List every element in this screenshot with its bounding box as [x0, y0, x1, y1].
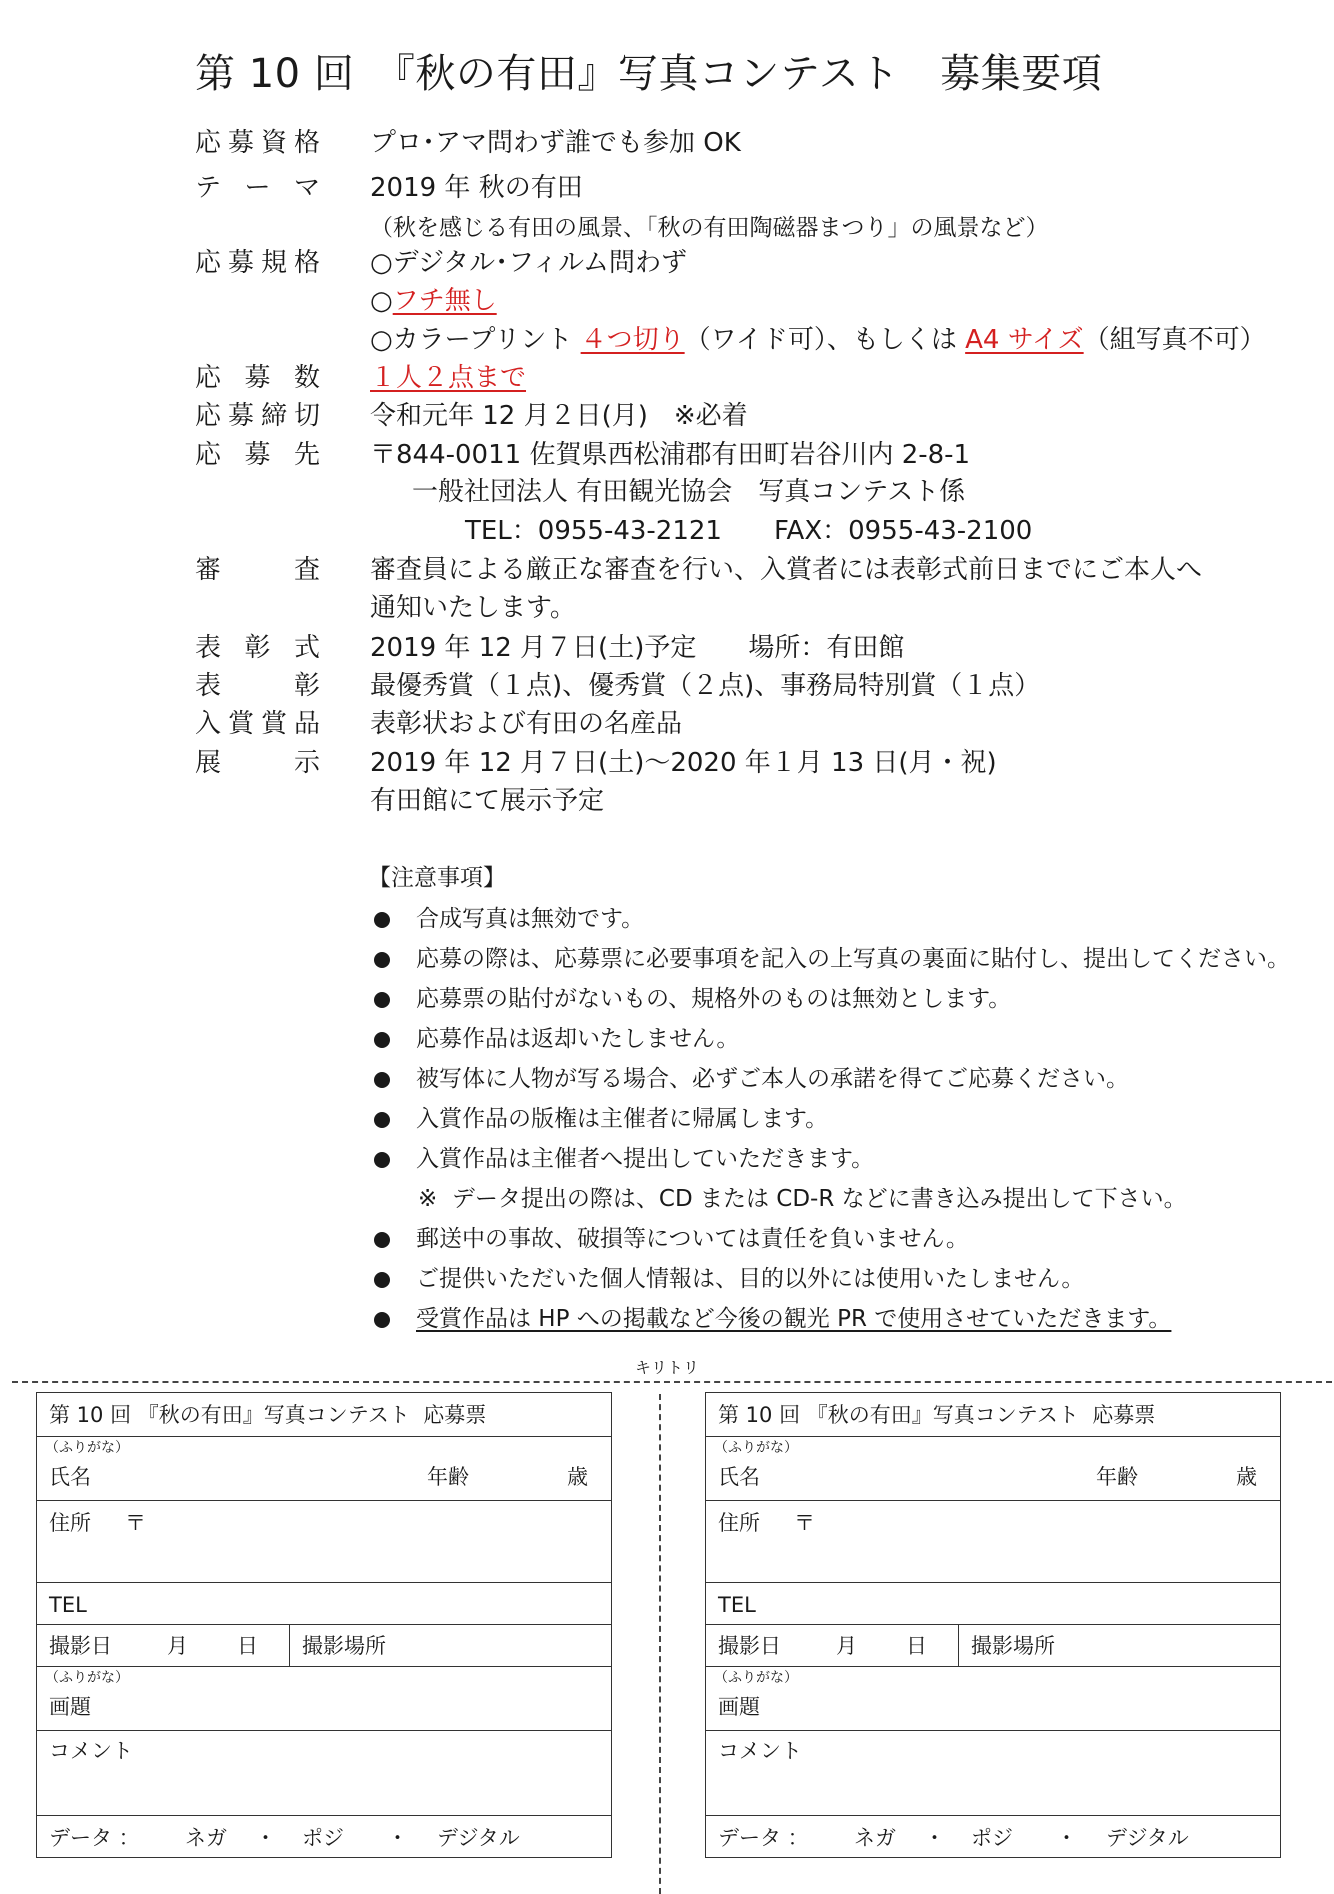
shoot-place-label: 撮影場所: [971, 1634, 1055, 1658]
cut-line-horizontal: [12, 1381, 1332, 1383]
form-title-row: [706, 1393, 1280, 1437]
spec-size-yotsugiri: ４つ切り: [580, 325, 685, 355]
spec-circle: ○: [370, 286, 393, 316]
item-value: プロ･アマ問わず誰でも参加 OK: [370, 128, 741, 158]
spec-note-text: （組写真不可）: [1083, 325, 1266, 355]
bullet-icon: [374, 1312, 390, 1328]
dot-sep: ・: [924, 1826, 945, 1850]
bullet-icon: [374, 1032, 390, 1048]
theme-subtext: （秋を感じる有田の風景、「秋の有田陶磁器まつり」の風景など）: [370, 215, 1049, 241]
form-name-row: [37, 1437, 611, 1501]
comment-label: コメント: [49, 1739, 133, 1763]
spec-line-1: ○デジタル･フィルム問わず: [370, 248, 688, 278]
spec-size-a4: A4 サイズ: [965, 325, 1084, 355]
notes-heading: 【注意事項】: [368, 865, 506, 891]
bullet-icon: [374, 1152, 390, 1168]
form-title: 第 10 回 『秋の有田』写真コンテスト 応募票: [49, 1403, 487, 1427]
address-label: 住所: [49, 1511, 91, 1535]
address-label: 住所: [718, 1511, 760, 1535]
item-label: 展示: [195, 748, 320, 778]
postal-mark: 〒: [794, 1511, 815, 1535]
dot-sep: ・: [1056, 1826, 1077, 1850]
posi-option: ポジ: [971, 1826, 1013, 1850]
item-label: 応募数: [195, 363, 320, 393]
work-title-furigana: （ふりがな）: [45, 1670, 129, 1686]
form-address-row: [37, 1501, 611, 1583]
month-label: 月: [167, 1634, 188, 1658]
form-tel-row: [37, 1583, 611, 1625]
address-line-2: 一般社団法人 有田観光協会 写真コンテスト係: [412, 477, 966, 507]
nega-option: ネガ: [185, 1826, 227, 1850]
spec-borderless: フチ無し: [392, 286, 497, 316]
address-line-3: TEL：0955-43-2121 FAX：0955-43-2100: [465, 516, 1033, 546]
spec-line-2: [370, 283, 497, 319]
tel-label: TEL: [49, 1593, 87, 1617]
item-label: 応募締切: [195, 401, 320, 431]
name-furigana: （ふりがな）: [714, 1440, 798, 1456]
shoot-date-label: 撮影日: [49, 1634, 112, 1658]
item-label: 表彰: [195, 671, 320, 701]
judging-line-2: 通知いたします。: [370, 593, 576, 623]
shoot-date-label: 撮影日: [718, 1634, 781, 1658]
age-label: 年齢: [1096, 1465, 1138, 1489]
day-label: 日: [237, 1634, 258, 1658]
form-comment-row: [706, 1731, 1280, 1815]
item-value: 審査員による厳正な審査を行い、入賞者には表彰式前日までにご本人へ: [370, 555, 1203, 585]
nega-option: ネガ: [854, 1826, 896, 1850]
form-title: 第 10 回 『秋の有田』写真コンテスト 応募票: [718, 1403, 1156, 1427]
month-label: 月: [836, 1634, 857, 1658]
item-value: 〒844-0011 佐賀県西松浦郡有田町岩谷川内 2-8-1: [370, 440, 971, 470]
item-label: 応募先: [195, 440, 320, 470]
form-shoot-row: [37, 1625, 611, 1667]
work-title-label: 画題: [718, 1695, 760, 1719]
exhibition-line-2: 有田館にて展示予定: [370, 786, 605, 816]
form-title-row: [37, 1393, 611, 1437]
postal-mark: 〒: [125, 1511, 146, 1535]
form-tel-row: [706, 1583, 1280, 1625]
item-label: 応募資格: [195, 128, 320, 158]
name-furigana: （ふりがな）: [45, 1440, 129, 1456]
digital-option: デジタル: [437, 1826, 520, 1850]
digital-option: デジタル: [1106, 1826, 1189, 1850]
item-label: 審査: [195, 555, 320, 585]
item-label: 入賞賞品: [195, 709, 320, 739]
name-label: 氏名: [718, 1465, 760, 1489]
tel-label: TEL: [718, 1593, 756, 1617]
data-label: データ ：: [49, 1826, 140, 1850]
form-work-title-row: [37, 1667, 611, 1731]
work-title-furigana: （ふりがな）: [714, 1670, 798, 1686]
item-label: 応募規格: [195, 248, 320, 278]
bullet-icon: [374, 992, 390, 1008]
form-comment-row: [37, 1731, 611, 1815]
day-label: 日: [906, 1634, 927, 1658]
bullet-icon: [374, 912, 390, 928]
shoot-place-label: 撮影場所: [302, 1634, 386, 1658]
item-value: １人２点まで: [370, 363, 527, 393]
item-label: 表彰式: [195, 633, 320, 663]
form-work-title-row: [706, 1667, 1280, 1731]
data-label: データ ：: [718, 1826, 809, 1850]
age-label: 年齢: [427, 1465, 469, 1489]
bullet-icon: [374, 1272, 390, 1288]
bullet-icon: [374, 952, 390, 968]
form-name-row: [706, 1437, 1280, 1501]
shoot-divider: [289, 1625, 290, 1666]
bullet-icon: [374, 1112, 390, 1128]
form-address-row: [706, 1501, 1280, 1583]
item-value: 最優秀賞（１点)、優秀賞（２点)、事務局特別賞（１点）: [370, 671, 1041, 701]
age-unit: 歳: [1236, 1465, 1257, 1489]
item-value: 2019 年 秋の有田: [370, 173, 583, 203]
entry-form-right: [705, 1392, 1281, 1858]
bullet-icon: [374, 1072, 390, 1088]
name-label: 氏名: [49, 1465, 91, 1489]
comment-label: コメント: [718, 1739, 802, 1763]
item-value: 2019 年 12 月７日(土)～2020 年１月 13 日(月・祝): [370, 748, 997, 778]
form-shoot-row: [706, 1625, 1280, 1667]
shoot-divider: [958, 1625, 959, 1666]
item-label: テーマ: [195, 173, 320, 203]
cut-label: キリトリ: [634, 1358, 699, 1377]
spec-line-3: [370, 322, 1266, 358]
entry-form-left: [36, 1392, 612, 1858]
work-title-label: 画題: [49, 1695, 91, 1719]
form-data-row: [37, 1815, 611, 1859]
item-value: 令和元年 12 月２日(月) ※必着: [370, 401, 748, 431]
page-title: 第 10 回 『秋の有田』写真コンテスト 募集要項: [195, 51, 1103, 97]
spec-print-text: ○カラープリント: [370, 325, 581, 355]
posi-option: ポジ: [302, 1826, 344, 1850]
dot-sep: ・: [387, 1826, 408, 1850]
bullet-icon: [374, 1232, 390, 1248]
item-value: 2019 年 12 月７日(土)予定 場所：有田館: [370, 633, 905, 663]
cut-line-vertical: [659, 1394, 661, 1894]
age-unit: 歳: [567, 1465, 588, 1489]
item-value: 表彰状および有田の名産品: [370, 709, 683, 739]
dot-sep: ・: [255, 1826, 276, 1850]
form-data-row: [706, 1815, 1280, 1859]
spec-wide-text: （ワイド可）、もしくは: [684, 325, 966, 355]
